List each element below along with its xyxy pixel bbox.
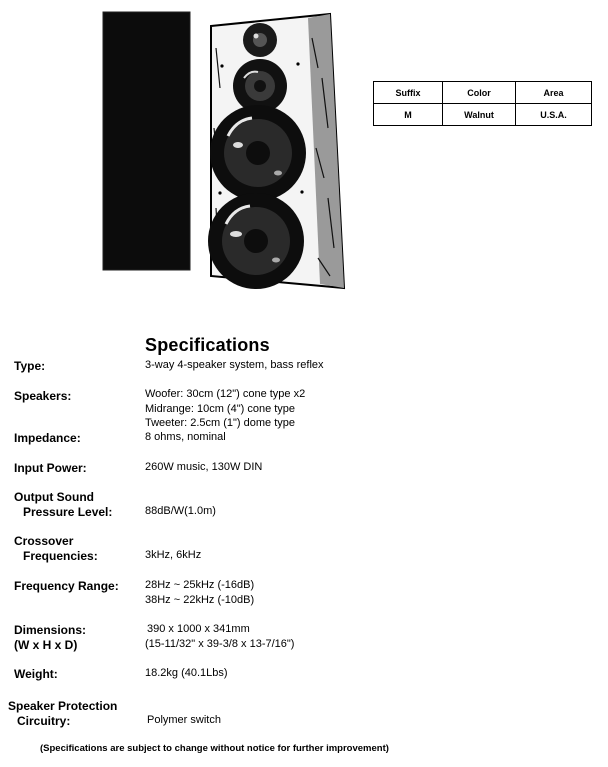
output-spl-value: 88dB/W(1.0m) bbox=[145, 505, 216, 517]
speakers-label: Speakers: bbox=[14, 389, 72, 403]
weight-value: 18.2kg (40.1Lbs) bbox=[145, 667, 228, 679]
specifications-title: Specifications bbox=[145, 335, 270, 355]
table-row bbox=[374, 104, 592, 126]
header-color: Color bbox=[443, 82, 516, 104]
model-variant-table bbox=[373, 81, 592, 126]
type-label: Type: bbox=[14, 359, 46, 373]
frequency-range-line1: 28Hz ~ 25kHz (-16dB) bbox=[145, 579, 255, 591]
frequency-range-label: Frequency Range: bbox=[14, 579, 119, 593]
dimensions-label-line2: (W x H x D) bbox=[14, 637, 78, 652]
type-value: 3-way 4-speaker system, bass reflex bbox=[145, 359, 324, 371]
speakers-tweeter: Tweeter: 2.5cm (1") dome type bbox=[145, 417, 296, 429]
crossover-value: 3kHz, 6kHz bbox=[145, 549, 202, 561]
cell-color: Walnut bbox=[443, 104, 516, 126]
cell-suffix: M bbox=[374, 104, 443, 126]
header-suffix: Suffix bbox=[374, 82, 443, 104]
protection-label-line1: Speaker Protection bbox=[8, 699, 118, 713]
crossover-label-line1: Crossover bbox=[14, 534, 74, 548]
crossover-label-line2: Frequencies: bbox=[23, 548, 98, 563]
protection-label-line2: Circuitry: bbox=[17, 713, 71, 728]
speakers-woofer: Woofer: 30cm (12") cone type x2 bbox=[145, 388, 306, 400]
specifications-footnote: (Specifications are subject to change without notice for further improvement) bbox=[40, 743, 389, 754]
output-spl-label-line2: Pressure Level: bbox=[23, 504, 113, 519]
impedance-value: 8 ohms, nominal bbox=[145, 431, 226, 443]
dimensions-label-line1: Dimensions: bbox=[14, 623, 87, 637]
input-power-value: 260W music, 130W DIN bbox=[145, 461, 263, 473]
frequency-range-line2: 38Hz ~ 22kHz (-10dB) bbox=[145, 593, 255, 606]
weight-label: Weight: bbox=[14, 667, 58, 681]
dimensions-value-line2: (15-11/32" x 39-3/8 x 13-7/16") bbox=[145, 637, 295, 650]
table-header-row bbox=[374, 82, 592, 104]
output-spl-label-line1: Output Sound bbox=[14, 490, 94, 504]
dimensions-value-line1: 390 x 1000 x 341mm bbox=[147, 623, 250, 635]
speaker-product-photo bbox=[98, 8, 348, 298]
header-area: Area bbox=[516, 82, 592, 104]
impedance-label: Impedance: bbox=[14, 431, 81, 445]
speakers-midrange: Midrange: 10cm (4") cone type bbox=[145, 402, 296, 415]
speaker-grille bbox=[103, 12, 190, 270]
cell-area: U.S.A. bbox=[516, 104, 592, 126]
protection-value: Polymer switch bbox=[147, 714, 221, 726]
input-power-label: Input Power: bbox=[14, 461, 87, 475]
